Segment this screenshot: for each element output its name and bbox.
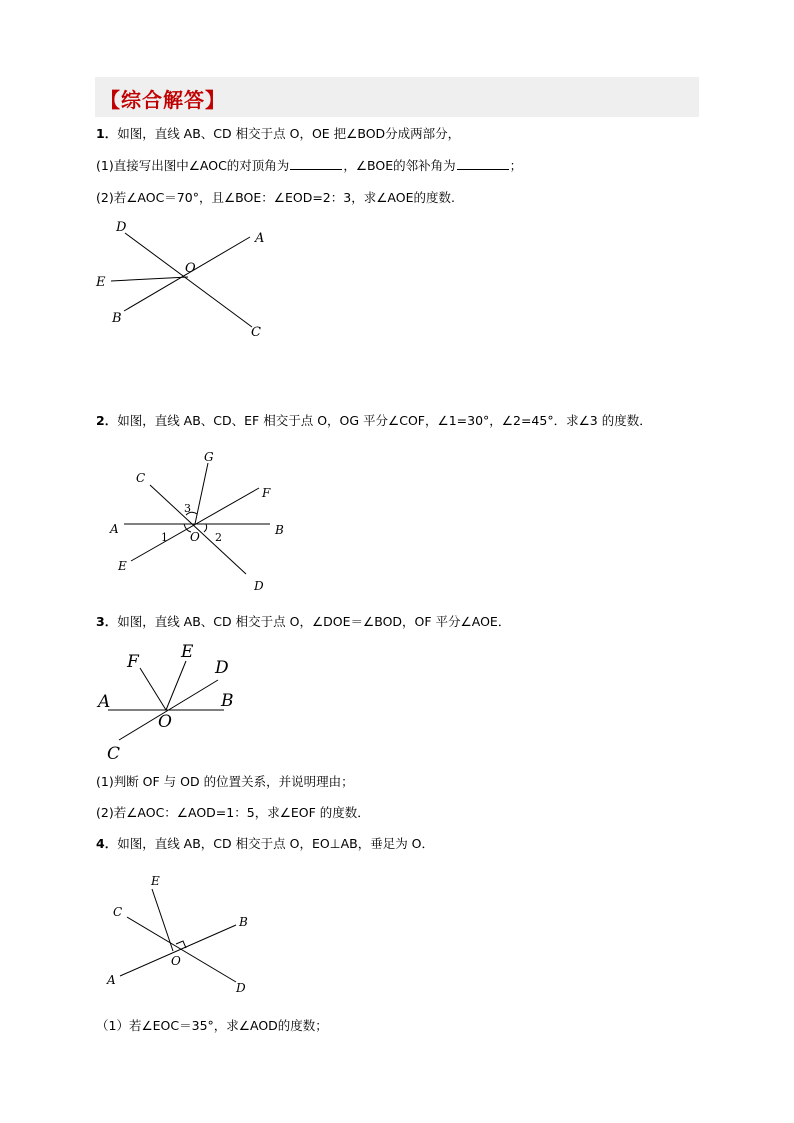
q2-number: 2． <box>96 413 118 428</box>
q2-label-1: 1 <box>161 531 168 544</box>
q4-line-cd <box>127 917 236 982</box>
q1-part1-text-a: (1)直接写出图中∠AOC的对顶角为 <box>96 158 290 173</box>
q2-label-a: A <box>110 522 119 536</box>
q2-label-g: G <box>204 450 214 464</box>
q1-part1-text-b: ，∠BOE的邻补角为 <box>343 158 456 173</box>
q1-part2: (2)若∠AOC＝70°，且∠BOE：∠EOD=2：3，求∠AOE的度数. <box>96 190 455 205</box>
section-title: 【综合解答】 <box>100 88 226 112</box>
q1-label-o: O <box>185 261 196 276</box>
q3-label-o: O <box>158 712 172 732</box>
q3-label-d: D <box>215 658 229 678</box>
q2-label-e: E <box>118 559 127 573</box>
q4-ray-oe <box>152 889 173 951</box>
q2-label-f: F <box>262 486 271 500</box>
q4-label-d: D <box>236 981 246 995</box>
q3-label-a: A <box>98 692 111 712</box>
q4-label-b: B <box>239 915 248 929</box>
q2-label-3: 3 <box>184 502 191 515</box>
q1-part1-text-c: ； <box>509 158 523 173</box>
q3-label-f: F <box>127 652 139 672</box>
q3-part2: (2)若∠AOC：∠AOD=1：5，求∠EOF 的度数． <box>96 805 370 820</box>
q4-number: 4． <box>96 836 118 851</box>
q2-label-b: B <box>275 523 284 537</box>
q1-label-a: A <box>255 231 265 246</box>
q1-label-d: D <box>116 220 127 235</box>
q2-label-c: C <box>136 471 146 485</box>
q1-number: 1． <box>96 126 118 141</box>
q2-label-o: O <box>190 530 200 544</box>
q4-part1: （1）若∠EOC＝35°，求∠AOD的度数； <box>96 1018 328 1033</box>
q4-label-o: O <box>171 954 181 968</box>
q2-stem: 如图，直线 AB、CD、EF 相交于点 O，OG 平分∠COF，∠1=30°，∠2=45°．求∠3 的度数． <box>117 413 652 428</box>
q1-label-c: C <box>251 325 261 340</box>
q1-label-e: E <box>96 275 106 290</box>
q3-stem: 如图，直线 AB、CD 相交于点 O，∠DOE＝∠BOD，OF 平分∠AOE． <box>117 614 511 629</box>
q4-part1-line <box>96 1017 328 1035</box>
q2-label-2: 2 <box>215 531 222 544</box>
q3-label-e: E <box>181 642 194 662</box>
q4-label-e: E <box>151 874 160 888</box>
q3-label-c: C <box>107 744 121 764</box>
q4-label-a: A <box>107 973 116 987</box>
q1-stem: 如图，直线 AB、CD 相交于点 O，OE 把∠BOD分成两部分， <box>117 126 461 141</box>
q4-stem: 如图，直线 AB，CD 相交于点 O，EO⊥AB，垂足为 O． <box>117 836 435 851</box>
q3-label-b: B <box>221 691 234 711</box>
q3-part1: (1)判断 OF 与 OD 的位置关系，并说明理由； <box>96 774 354 789</box>
q4-label-c: C <box>113 905 123 919</box>
q3-number: 3． <box>96 614 118 629</box>
q1-label-b: B <box>112 311 122 326</box>
q2-label-d: D <box>254 579 264 593</box>
q4-line-ab <box>120 925 236 976</box>
